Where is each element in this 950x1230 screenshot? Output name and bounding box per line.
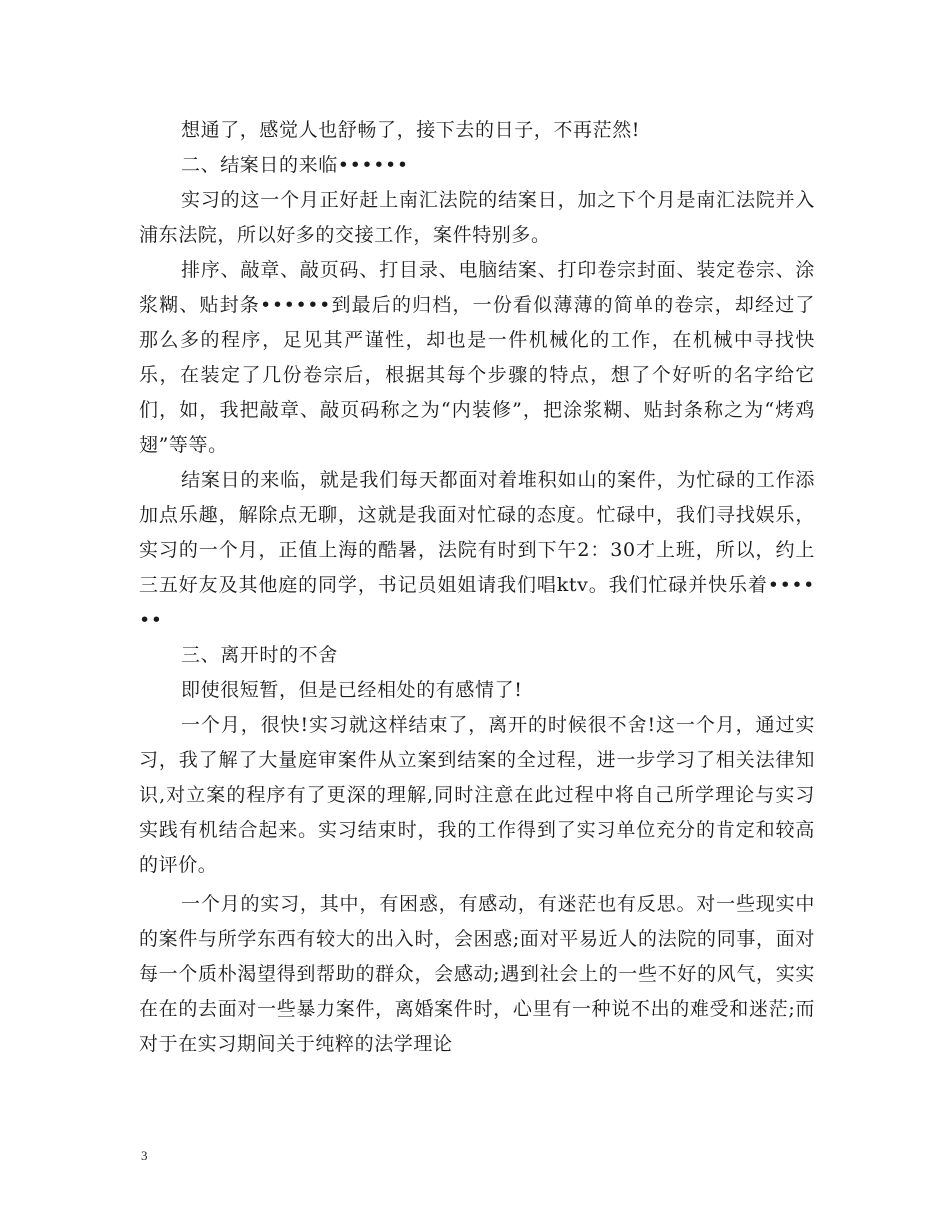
page-number: 3: [141, 1148, 148, 1163]
paragraph-8: 一个月，很快!实习就这样结束了，离开的时候很不舍!这一个月，通过实习，我了解了大量庭审案件从立案到结案的全过程，进一步学习了相关法律知识,对立案的程序有了更深的理解,同时注意在此过程中将自己所学理论与实习实践有机结合起来。实习结束时，我的工作得到了实习单位充分的肯定和较高的评价。: [139, 714, 815, 876]
section-heading-3: 三、离开时的不舍: [181, 644, 338, 666]
document-body: [139, 113, 815, 1062]
paragraph-7: 即使很短暂，但是已经相处的有感情了!: [181, 679, 523, 701]
paragraph-5: 结案日的来临，就是我们每天都面对着堆积如山的案件，为忙碌的工作添加点乐趣，解除点无聊，这就是我面对忙碌的态度。忙碌中，我们寻找娱乐，实习的一个月，正值上海的酷暑，法院有时到下午2：30才上班，所以，约上三五好友及其他庭的同学，书记员姐姐请我们唱ktv。我们忙碌并快乐着••••••: [139, 469, 815, 631]
paragraph-3: 实习的这一个月正好赶上南汇法院的结案日，加之下个月是南汇法院并入浦东法院，所以好多的交接工作，案件特别多。: [139, 189, 815, 246]
paragraph-4: 排序、敲章、敲页码、打目录、电脑结案、打印卷宗封面、装定卷宗、涂浆糊、贴封条••••••到最后的归档，一份看似薄薄的简单的卷宗，却经过了那么多的程序，足见其严谨性，却也是一件机械化的工作，在机械中寻找快乐，在装定了几份卷宗后，根据其每个步骤的特点，想了个好听的名字给它们，如，我把敲章、敲页码称之为“内装修”，把涂浆糊、贴封条称之为“烤鸡翅”等等。: [139, 259, 815, 456]
section-heading-2: 二、结案日的来临••••••: [181, 154, 409, 176]
paragraph-9: 一个月的实习，其中，有困惑，有感动，有迷茫也有反思。对一些现实中的案件与所学东西有较大的出入时，会困惑;面对平易近人的法院的同事，面对每一个质朴渴望得到帮助的群众，会感动;遇到社会上的一些不好的风气，实实在在的去面对一些暴力案件，离婚案件时，心里有一种说不出的难受和迷茫;而对于在实习期间关于纯粹的法学理论: [139, 893, 815, 1055]
paragraph-1: 想通了，感觉人也舒畅了，接下去的日子，不再茫然!: [181, 119, 641, 141]
